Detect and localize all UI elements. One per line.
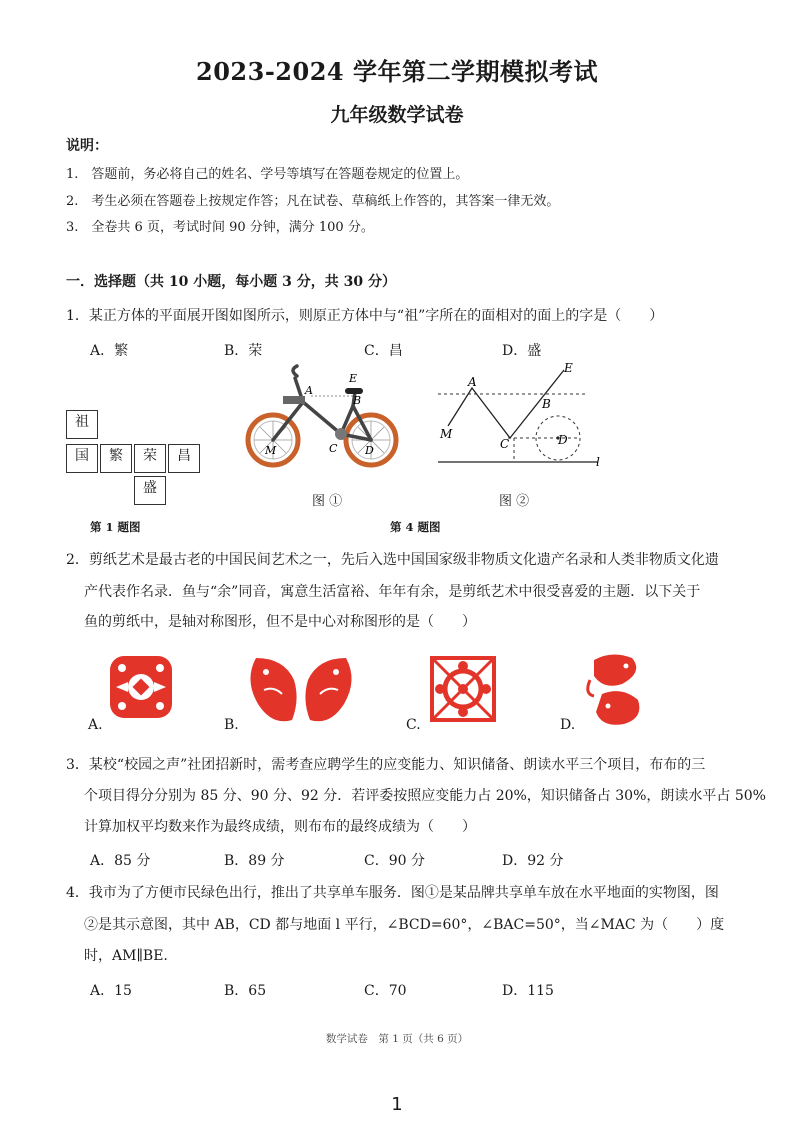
question-4-line: 4．我市为了方便市民绿色出行，推出了共享单车服务．图①是某品牌共享单车放在水平地面的实物图，图 xyxy=(66,885,719,901)
net-cell: 昌 xyxy=(168,444,200,473)
fig1-label-c: C xyxy=(329,442,338,455)
net-cell: 国 xyxy=(66,444,98,473)
question-4-line: ②是其示意图，其中 AB，CD 都与地面 l 平行，∠BCD=60°，∠BAC=50°，当∠MAC 为（ ）度 xyxy=(84,917,725,933)
question-2-line: 鱼的剪纸中，是轴对称图形，但不是中心对称图形的是（ ） xyxy=(84,614,476,630)
section-heading: 一．选择题（共 10 小题，每小题 3 分，共 30 分） xyxy=(66,274,396,290)
fig2-caption: 图 ② xyxy=(499,494,530,509)
q3-option-c: C．90 分 xyxy=(364,853,425,869)
page-number: 1 xyxy=(391,1094,403,1115)
fig2-label-l: l xyxy=(596,455,600,469)
exam-subtitle: 九年级数学试卷 xyxy=(330,104,464,126)
q1-option-b: B．荣 xyxy=(224,343,263,359)
q4-option-d: D．115 xyxy=(502,983,554,999)
question-4-line: 时，AM∥BE. xyxy=(84,948,168,964)
instruction-item: 3. 全卷共 6 页，考试时间 90 分钟，满分 100 分。 xyxy=(66,220,374,235)
instructions-heading: 说明： xyxy=(66,138,108,154)
net-cell: 盛 xyxy=(134,476,166,505)
fig2-label-c: C xyxy=(500,437,510,451)
fig1-label-b: B xyxy=(353,394,362,407)
bicycle-figure xyxy=(245,362,405,472)
q3-option-d: D．92 分 xyxy=(502,853,564,869)
fig1-label-a: A xyxy=(305,384,313,397)
instruction-item: 1. 答题前，务必将自己的姓名、学号等填写在答题卷规定的位置上。 xyxy=(66,167,469,182)
q1-option-c: C．昌 xyxy=(364,343,403,359)
papercut-d-image xyxy=(582,650,648,732)
fig1-caption: 图 ① xyxy=(312,494,343,509)
q4-option-c: C．70 xyxy=(364,983,407,999)
question-3-line: 计算加权平均数来作为最终成绩，则布布的最终成绩为（ ） xyxy=(84,819,476,835)
q2-option-a: A. xyxy=(88,717,103,733)
question-1-text: 1．某正方体的平面展开图如图所示，则原正方体中与“祖”字所在的面相对的面上的字是（ ） xyxy=(66,308,664,324)
q4-figure-caption: 第 4 题图 xyxy=(390,520,441,534)
net-cell: 祖 xyxy=(66,410,98,439)
fig1-label-d: D xyxy=(365,444,374,457)
q2-option-d: D. xyxy=(560,717,576,733)
fig2-label-m: M xyxy=(440,427,453,441)
fig2-label-a: A xyxy=(468,375,477,389)
fig2-label-b: B xyxy=(542,397,551,411)
net-cell: 荣 xyxy=(134,444,166,473)
fig2-label-d: D xyxy=(558,433,568,447)
question-2-line: 产代表作名录．鱼与“余”同音，寓意生活富裕、年年有余，是剪纸艺术中很受喜爱的主题．以下关于 xyxy=(84,584,701,600)
q3-option-a: A．85 分 xyxy=(90,853,151,869)
q3-option-b: B．89 分 xyxy=(224,853,285,869)
q2-option-b: B. xyxy=(224,717,239,733)
q1-figure-caption: 第 1 题图 xyxy=(90,520,141,534)
fig1-label-m: M xyxy=(265,444,277,457)
papercut-c-image xyxy=(428,654,498,724)
question-3-line: 3．某校“校园之声”社团招新时，需考查应聘学生的应变能力、知识储备、朗读水平三个项目，布布的三 xyxy=(66,757,706,773)
papercut-b-image xyxy=(242,650,360,728)
instruction-item: 2. 考生必须在答题卷上按规定作答；凡在试卷、草稿纸上作答的，其答案一律无效。 xyxy=(66,194,560,209)
net-cell: 繁 xyxy=(100,444,132,473)
schematic-figure xyxy=(428,358,608,470)
fig2-label-e: E xyxy=(564,361,573,375)
q2-option-c: C. xyxy=(406,717,421,733)
question-2-line: 2．剪纸艺术是最古老的中国民间艺术之一，先后入选中国国家级非物质文化遗产名录和人类非物质文化遗 xyxy=(66,552,719,568)
exam-title: 2023-2024 学年第二学期模拟考试 xyxy=(196,57,598,86)
page-footer: 数学试卷 第 1 页（共 6 页） xyxy=(325,1033,469,1045)
q1-option-a: A．繁 xyxy=(90,343,129,359)
q1-option-d: D．盛 xyxy=(502,343,542,359)
q4-option-b: B．65 xyxy=(224,983,267,999)
papercut-a-image xyxy=(106,652,176,722)
q4-option-a: A．15 xyxy=(90,983,132,999)
fig1-label-e: E xyxy=(349,372,358,385)
question-3-line: 个项目得分分别为 85 分、90 分、92 分．若评委按照应变能力占 20%，知识储备占 30%，朗读水平占 50% xyxy=(84,788,766,804)
